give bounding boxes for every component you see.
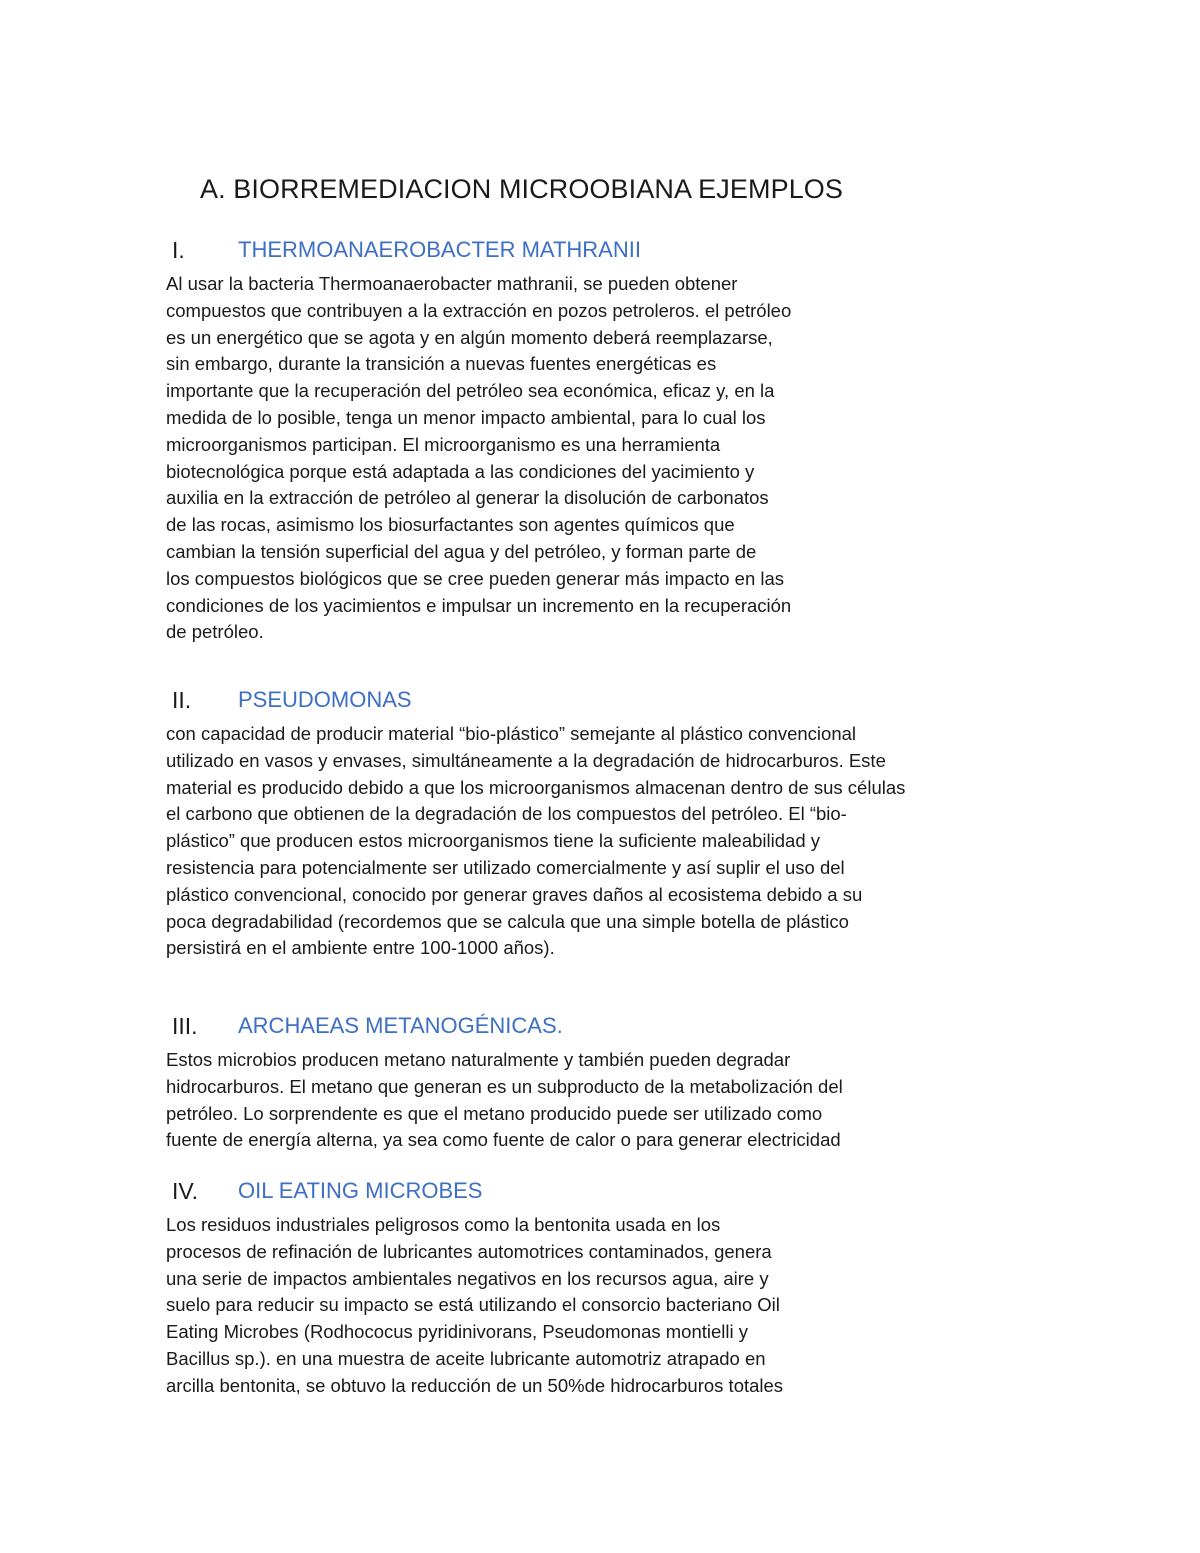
body-text-line: biotecnológica porque está adaptada a las condiciones del yacimiento y [166,460,755,482]
section-heading [166,1013,1046,1047]
section-heading [166,687,1046,721]
body-text-line: procesos de refinación de lubricantes automotrices contaminados, genera [166,1240,772,1262]
body-text-line: compuestos que contribuyen a la extracción en pozos petroleros. el petróleo [166,299,792,321]
document-title: A. BIORREMEDIACION MICROOBIANA EJEMPLOS [200,174,844,204]
section-heading-text: PSEUDOMONAS [238,687,412,712]
body-text-line: arcilla bentonita, se obtuvo la reducción de un 50%de hidrocarburos totales [166,1374,784,1396]
body-text-line: importante que la recuperación del petróleo sea económica, eficaz y, en la [166,380,775,402]
body-text-line: de petróleo. [166,621,264,643]
section-numeral: IV. [172,1178,199,1204]
body-text-line: condiciones de los yacimientos e impulsar un incremento en la recuperación [166,594,792,616]
section-body [166,721,1046,962]
section-body [166,1212,1046,1400]
section-archaeas [166,1013,1046,1154]
body-text-line: el carbono que obtienen de la degradación de los compuestos del petróleo. El “bio- [166,803,847,825]
body-text-line: Los residuos industriales peligrosos como la bentonita usada en los [166,1214,721,1235]
section-thermoanaerobacter [166,237,1046,646]
body-text-line: Al usar la bacteria Thermoanaerobacter mathranii, se pueden obtener [166,273,738,294]
section-body [166,271,1046,646]
body-text-line: sin embargo, durante la transición a nuevas fuentes energéticas es [166,353,717,375]
body-text-line: utilizado en vasos y envases, simultáneamente a la degradación de hidrocarburos. Este [166,749,886,771]
body-text-line: persistirá en el ambiente entre 100-1000 años). [166,937,555,959]
section-numeral: III. [172,1013,198,1039]
section-heading-text: OIL EATING MICROBES [238,1178,483,1203]
section-pseudomonas [166,687,1046,962]
body-text-line: material es producido debido a que los microorganismos almacenan dentro de sus células [166,776,906,798]
body-text-line: una serie de impactos ambientales negativos en los recursos agua, aire y [166,1267,769,1289]
section-numeral: I. [172,237,185,263]
body-text-line: resistencia para potencialmente ser utilizado comercialmente y así suplir el uso del [166,856,845,878]
body-text-line: cambian la tensión superficial del agua y del petróleo, y forman parte de [166,540,757,562]
section-heading-text: THERMOANAEROBACTER MATHRANII [238,237,641,262]
body-text-line: Estos microbios producen metano naturalmente y también pueden degradar [166,1049,791,1070]
section-heading [166,1178,1046,1212]
section-oil-eating-microbes [166,1178,1046,1400]
body-text-line: medida de lo posible, tenga un menor impacto ambiental, para lo cual los [166,406,766,428]
body-text-line: poca degradabilidad (recordemos que se calcula que una simple botella de plástico [166,910,849,932]
section-body [166,1047,1046,1154]
body-text-line: suelo para reducir su impacto se está utilizando el consorcio bacteriano Oil [166,1294,780,1316]
section-numeral: II. [172,687,192,713]
body-text-line: con capacidad de producir material “bio-plástico” semejante al plástico convencional [166,723,857,744]
body-text-line: auxilia en la extracción de petróleo al generar la disolución de carbonatos [166,487,769,509]
body-text-line: hidrocarburos. El metano que generan es un subproducto de la metabolización del [166,1075,843,1097]
body-text-line: plástico convencional, conocido por generar graves daños al ecosistema debido a su [166,883,863,905]
body-text-line: petróleo. Lo sorprendente es que el metano producido puede ser utilizado como [166,1102,823,1124]
body-text-line: microorganismos participan. El microorganismo es una herramienta [166,433,721,455]
body-text-line: de las rocas, asimismo los biosurfactantes son agentes químicos que [166,514,735,536]
body-text-line: es un energético que se agota y en algún momento deberá reemplazarse, [166,326,773,348]
body-text-line: los compuestos biológicos que se cree pueden generar más impacto en las [166,567,785,589]
body-text-line: plástico” que producen estos microorganismos tiene la suficiente maleabilidad y [166,830,821,852]
body-text-line: fuente de energía alterna, ya sea como fuente de calor o para generar electricidad [166,1129,841,1151]
body-text-line: Eating Microbes (Rodhococus pyridinivorans, Pseudomonas montielli y [166,1321,749,1343]
body-text-line: Bacillus sp.). en una muestra de aceite lubricante automotriz atrapado en [166,1347,766,1369]
section-heading-text: ARCHAEAS METANOGÉNICAS. [238,1013,563,1038]
section-heading [166,237,1046,271]
